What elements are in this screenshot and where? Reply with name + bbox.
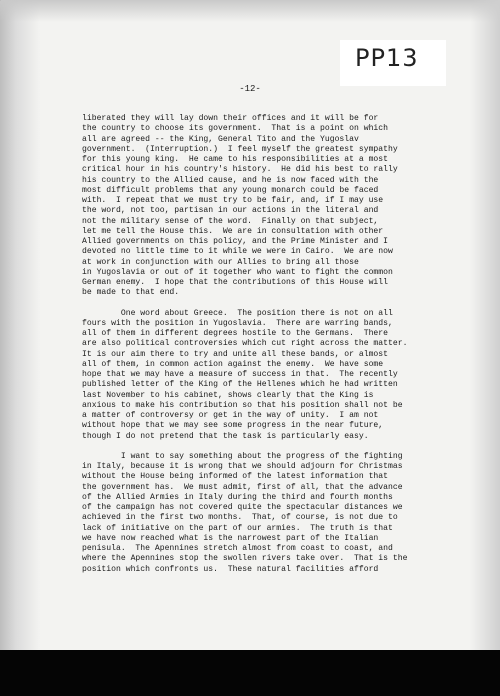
- text-line: critical hour in his country's history. He did his best to rally: [82, 165, 398, 175]
- text-line: all of them, in common action against the enemy. We have some: [82, 359, 384, 369]
- text-line: liberated they will lay down their offices and it will be for: [82, 114, 379, 123]
- text-line: position which confronts us. These natural facilities afford: [82, 564, 379, 574]
- scan-edge-left: [0, 0, 40, 650]
- text-line: for this young king. He came to his responsibilities at a most: [82, 155, 388, 164]
- scan-bottom-band: [0, 650, 500, 696]
- text-line: of the campaign has not covered quite the spectacular distances we: [82, 503, 403, 512]
- text-line: without the House being informed of the latest information that: [82, 472, 388, 482]
- text-line: the country to choose its government. That is a point on which: [82, 124, 388, 134]
- text-line: are also political controversies which cut right across the matter.: [82, 339, 408, 349]
- text-line: most difficult problems that any young monarch could be faced: [82, 185, 379, 195]
- text-line: without hope that we may see some progress in the near future,: [82, 421, 384, 431]
- text-line: of the Allied Armies in Italy during the third and fourth months: [82, 492, 393, 502]
- text-line: though I do not pretend that the task is particularly easy.: [82, 431, 369, 441]
- archive-stamp: PP13: [355, 44, 419, 72]
- paragraph: [82, 309, 472, 442]
- text-line: German enemy. I hope that the contributions of this House will: [82, 278, 388, 287]
- scan-edge-top: [0, 0, 500, 22]
- text-line: where the Apennines stop the swollen rivers take over. That is the: [82, 554, 408, 564]
- text-line: fours with the position in Yugoslavia. There are warring bands,: [82, 318, 393, 328]
- text-line: hope that we may have a measure of success in that. The recently: [82, 370, 398, 379]
- scan-edge-right: [470, 0, 500, 650]
- text-line: in Yugoslavia or out of it together who want to fight the common: [82, 267, 393, 277]
- text-line: I want to say something about the progress of the fighting: [82, 451, 403, 461]
- text-line: One word about Greece. The position there is not on all: [82, 308, 393, 318]
- text-line: with. I repeat that we must try to be fair, and, if I may use: [82, 196, 384, 205]
- text-line: all of them in different degrees hostile to the Germans. There: [82, 329, 388, 338]
- text-line: his country to the Allied cause, and he is now faced with the: [82, 175, 379, 185]
- text-line: lack of initiative on the part of our armies. The truth is that: [82, 523, 393, 533]
- text-line: Allied governments on this policy, and the Prime Minister and I: [82, 237, 388, 246]
- text-line: be made to that end.: [82, 288, 180, 298]
- text-line: we have now reached what is the narrowest part of the Italian: [82, 533, 379, 543]
- text-line: devoted no little time to it while we were in Cairo. We are now: [82, 247, 393, 257]
- text-line: let me tell the House this. We are in consultation with other: [82, 226, 384, 236]
- paragraph: [82, 452, 472, 575]
- text-line: government. (Interruption.) I feel myself the greatest sympathy: [82, 144, 398, 154]
- document-body: [82, 114, 472, 585]
- text-line: last November to his cabinet, shows clearly that the King is: [82, 390, 374, 400]
- text-line: the government has. We must admit, first of all, that the advance: [82, 482, 403, 492]
- text-line: It is our aim there to try and unite all these bands, or almost: [82, 349, 388, 359]
- text-line: in Italy, because it is wrong that we should adjourn for Christmas: [82, 462, 403, 471]
- page-number: -12-: [239, 84, 261, 94]
- text-line: a matter of controversy or get in the way of unity. I am not: [82, 411, 379, 420]
- paragraph: [82, 114, 472, 299]
- text-line: penisula. The Apennines stretch almost from coast to coast, and: [82, 544, 393, 553]
- text-line: not the military sense of the word. Finally on that subject,: [82, 216, 379, 226]
- text-line: anxious to make his contribution so that his position shall not be: [82, 400, 403, 410]
- text-line: all are agreed -- the King, General Tito and the Yugoslav: [82, 134, 359, 144]
- text-line: published letter of the King of the Hellenes which he had written: [82, 380, 398, 390]
- text-line: the word, not too, partisan in our actions in the literal and: [82, 206, 379, 216]
- text-line: at work in conjunction with our Allies to bring all those: [82, 257, 359, 267]
- text-line: achieved in the first two months. That, of course, is not due to: [82, 513, 398, 523]
